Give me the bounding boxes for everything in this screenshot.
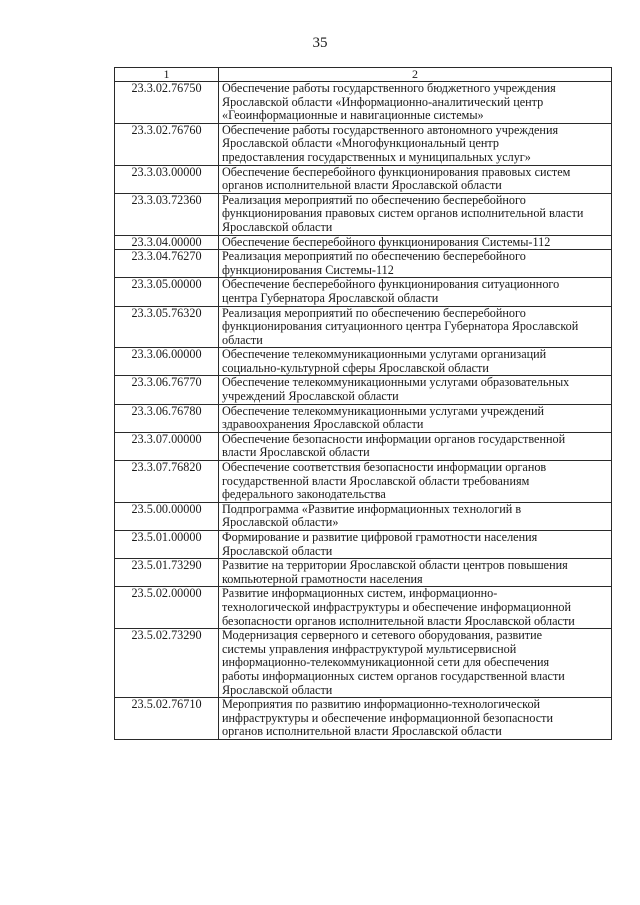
table-row	[115, 502, 612, 530]
row-code: 23.5.02.76710	[115, 698, 219, 740]
table-row	[115, 461, 612, 503]
table-row	[115, 404, 612, 432]
row-name-line: Ярославской области «Многофункциональный центр	[222, 136, 499, 151]
row-name	[219, 278, 612, 306]
row-name-line: Реализация мероприятий по обеспечению бесперебойного	[222, 249, 526, 264]
row-name	[219, 559, 612, 587]
row-name-line: Ярославской области	[222, 543, 333, 558]
row-name-line: информационно-телекоммуникационной сети для обеспечения	[222, 655, 550, 670]
row-name-line: безопасности органов исполнительной власти Ярославской области	[222, 613, 575, 628]
row-name-line: инфраструктуры и обеспечение информационной безопасности	[222, 710, 553, 725]
row-name-line: системы управления инфраструктурой мультисервисной	[222, 641, 517, 656]
table-row	[115, 165, 612, 193]
row-name-line: Обеспечение работы государственного бюджетного учреждения	[222, 81, 556, 95]
row-name-line: учреждений Ярославской области	[222, 389, 399, 404]
row-name-line: работы информационных систем органов государственной власти	[222, 668, 565, 683]
row-name-line: Реализация мероприятий по обеспечению бесперебойного	[222, 192, 526, 207]
table-row	[115, 278, 612, 306]
row-name	[219, 587, 612, 629]
row-name-line: предоставления государственных и муниципальных услуг»	[222, 149, 531, 164]
table-row	[115, 235, 612, 250]
row-name-line: власти Ярославской области	[222, 445, 370, 460]
table-row	[115, 376, 612, 404]
row-name-line: Развитие информационных систем, информационно-	[222, 586, 498, 601]
table-row	[115, 629, 612, 698]
row-name-line: Обеспечение безопасности информации органов государственной	[222, 431, 566, 446]
row-name-line: «Геоинформационные и навигационные системы»	[222, 108, 484, 123]
row-name-line: Обеспечение телекоммуникационными услугами учреждений	[222, 403, 545, 418]
row-code: 23.3.07.76820	[115, 461, 219, 503]
row-code: 23.3.06.76780	[115, 404, 219, 432]
table-row	[115, 587, 612, 629]
row-name	[219, 461, 612, 503]
row-name-line: области	[222, 332, 263, 347]
row-name	[219, 123, 612, 165]
row-code: 23.3.06.76770	[115, 376, 219, 404]
row-name-line: компьютерной грамотности населения	[222, 571, 423, 586]
row-code: 23.3.04.76270	[115, 250, 219, 278]
row-name-line: функционирования ситуационного центра Губернатора Ярославской	[222, 319, 579, 334]
table-row	[115, 82, 612, 124]
row-name-line: Обеспечение работы государственного автономного учреждения	[222, 122, 559, 137]
row-name-line: Подпрограмма «Развитие информационных технологий в	[222, 501, 522, 516]
row-name	[219, 193, 612, 235]
table-row	[115, 306, 612, 348]
row-name	[219, 165, 612, 193]
column-header-name: 2	[219, 68, 612, 82]
row-name	[219, 531, 612, 559]
row-name	[219, 502, 612, 530]
row-name	[219, 404, 612, 432]
row-name-line: Ярославской области	[222, 219, 333, 234]
table-row	[115, 123, 612, 165]
table-row	[115, 250, 612, 278]
row-code: 23.3.05.76320	[115, 306, 219, 348]
row-name	[219, 698, 612, 740]
row-name-line: Обеспечение телекоммуникационными услугами образовательных	[222, 375, 570, 390]
row-name-line: технологической инфраструктуры и обеспечение информационной	[222, 599, 572, 614]
row-name	[219, 432, 612, 460]
row-name	[219, 235, 612, 250]
budget-code-table	[114, 67, 612, 740]
page-number: 35	[312, 35, 328, 51]
row-name	[219, 306, 612, 348]
row-name-line: Обеспечение соответствия безопасности информации органов	[222, 460, 547, 475]
row-name-line: Ярославской области	[222, 682, 333, 697]
table-row	[115, 432, 612, 460]
table-row	[115, 559, 612, 587]
row-name-line: Мероприятия по развитию информационно-технологической	[222, 697, 541, 712]
row-name	[219, 348, 612, 376]
row-name	[219, 82, 612, 124]
row-code: 23.5.02.00000	[115, 587, 219, 629]
row-name-line: социально-культурной сферы Ярославской области	[222, 360, 489, 375]
row-name-line: органов исполнительной власти Ярославской области	[222, 178, 502, 193]
row-name-line: Обеспечение бесперебойного функционирования Системы-112	[222, 234, 551, 249]
row-code: 23.3.07.00000	[115, 432, 219, 460]
row-name-line: центра Губернатора Ярославской области	[222, 290, 439, 305]
row-code: 23.3.03.00000	[115, 165, 219, 193]
row-name-line: федерального законодательства	[222, 487, 386, 502]
row-code: 23.5.00.00000	[115, 502, 219, 530]
row-name-line: Реализация мероприятий по обеспечению бесперебойного	[222, 305, 526, 320]
row-name-line: Обеспечение бесперебойного функционирования ситуационного	[222, 277, 560, 292]
row-name	[219, 250, 612, 278]
row-code: 23.5.01.73290	[115, 559, 219, 587]
row-name-line: Модернизация серверного и сетевого оборудования, развитие	[222, 628, 543, 643]
table-row	[115, 531, 612, 559]
row-code: 23.5.01.00000	[115, 531, 219, 559]
row-name-line: органов исполнительной власти Ярославской области	[222, 724, 502, 739]
row-name-line: Обеспечение телекоммуникационными услугами организаций	[222, 347, 547, 362]
row-code: 23.3.02.76760	[115, 123, 219, 165]
row-code: 23.5.02.73290	[115, 629, 219, 698]
row-name-line: Ярославской области «Информационно-аналитический центр	[222, 94, 544, 109]
row-name	[219, 629, 612, 698]
row-name-line: функционирования Системы-112	[222, 262, 394, 277]
row-code: 23.3.06.00000	[115, 348, 219, 376]
row-name-line: здравоохранения Ярославской области	[222, 417, 424, 432]
table-row	[115, 193, 612, 235]
row-code: 23.3.02.76750	[115, 82, 219, 124]
row-name-line: Обеспечение бесперебойного функционирования правовых систем	[222, 164, 571, 179]
row-name-line: Формирование и развитие цифровой грамотности населения	[222, 530, 538, 544]
row-name-line: Ярославской области»	[222, 515, 339, 530]
row-code: 23.3.03.72360	[115, 193, 219, 235]
table-header-row	[115, 68, 612, 82]
row-name-line: государственной власти Ярославской области требованиям	[222, 473, 530, 488]
row-name	[219, 376, 612, 404]
row-name-line: функционирования правовых систем органов исполнительной власти	[222, 206, 584, 221]
table-body	[115, 82, 612, 740]
table-row	[115, 698, 612, 740]
row-name-line: Развитие на территории Ярославской области центров повышения	[222, 558, 568, 573]
column-header-code: 1	[115, 68, 219, 82]
row-code: 23.3.04.00000	[115, 235, 219, 250]
table-row	[115, 348, 612, 376]
row-code: 23.3.05.00000	[115, 278, 219, 306]
